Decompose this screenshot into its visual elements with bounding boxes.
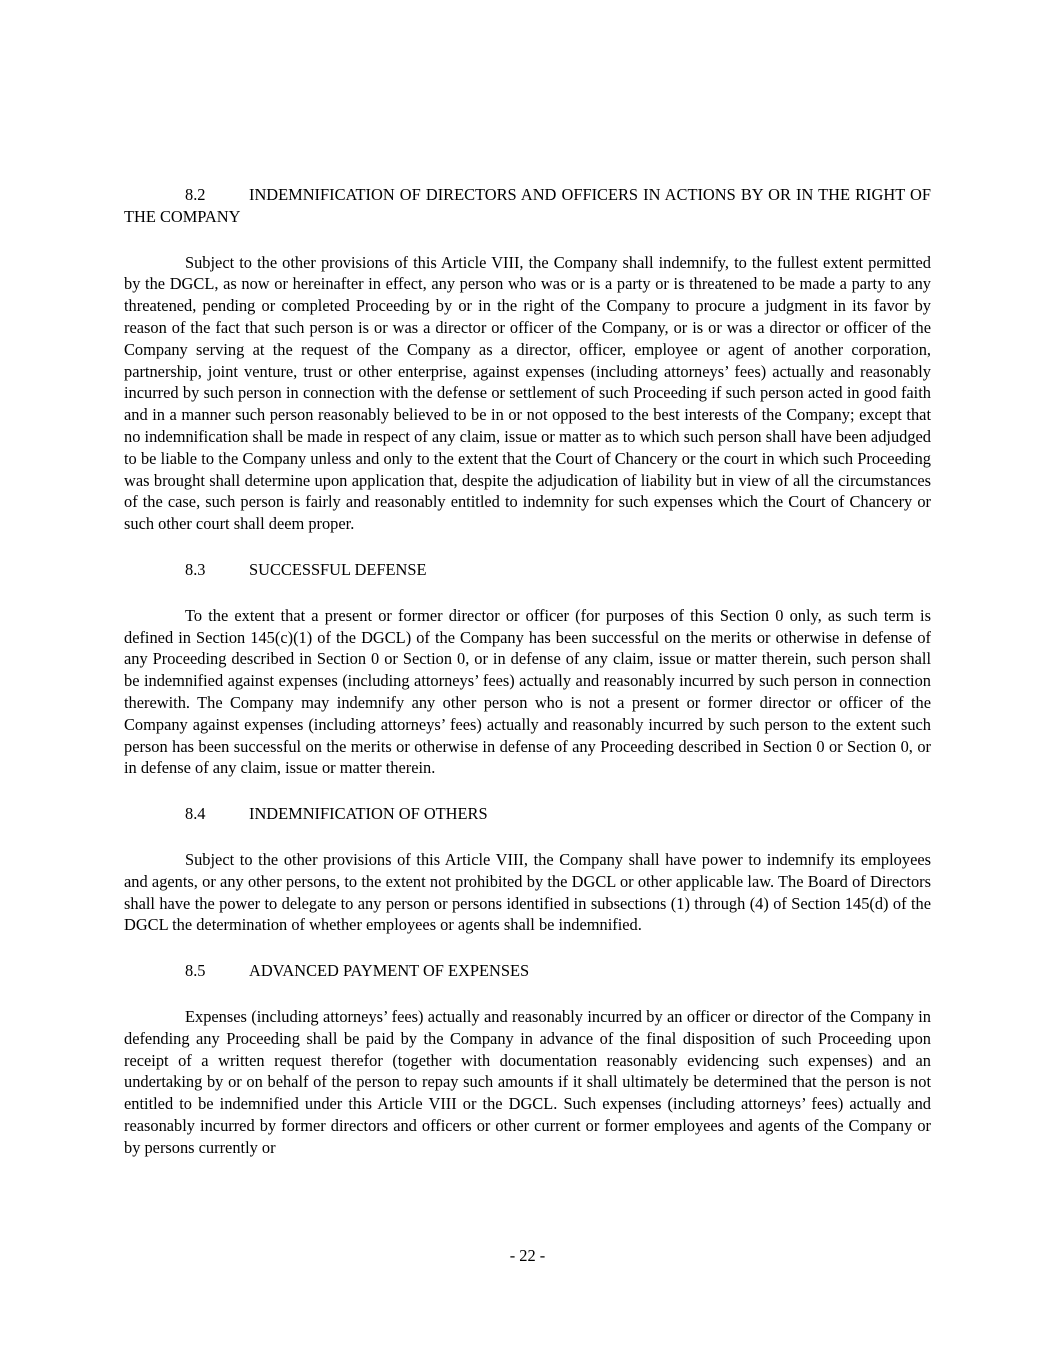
section-title: ADVANCED PAYMENT OF EXPENSES [249, 961, 530, 981]
section-number: 8.2 [185, 185, 206, 204]
section-title: SUCCESSFUL DEFENSE [249, 559, 427, 579]
document-body [124, 184, 931, 1182]
section-number: 8.3 [185, 559, 206, 579]
section-title: INDEMNIFICATION OF DIRECTORS AND OFFICERS IN ACTIONS BY OR IN THE RIGHT OF THE COMPANY [124, 185, 931, 226]
section-title: INDEMNIFICATION OF OTHERS [249, 804, 488, 824]
page-number: - 22 - [509, 1246, 546, 1265]
section-number: 8.5 [185, 961, 206, 981]
section-heading-8-5 [124, 960, 931, 982]
section-heading-8-3 [124, 559, 931, 581]
section-paragraph: Subject to the other provisions of this Article VIII, the Company shall indemnify, to the fullest extent permitted by the DGCL, as now or hereinafter in effect, any person who was or is a party or is threatened to be made a party to any threatened, pending or completed Proceeding by or in the right of the Company to procure a judgment in its favor by reason of the fact that such person is or was a director or officer of the Company, or is or was a director or officer of the Company serving at the request of the Company as a director, officer, employee or agent of another corporation, partnership, joint venture, trust or other enterprise, against expenses (including attorneys’ fees) actually and reasonably incurred by such person in connection with the defense or settlement of such Proceeding if such person acted in good faith and in a manner such person reasonably believed to be in or not opposed to the best interests of the Company; except that no indemnification shall be made in respect of any claim, issue or matter as to which such person shall have been adjudged to be liable to the Company unless and only to the extent that the Court of Chancery or the court in which such Proceeding was brought shall determine upon application that, despite the adjudication of liability but in view of all the circumstances of the case, such person is fairly and reasonably entitled to indemnity for such expenses which the Court of Chancery or such other court shall deem proper. [124, 252, 931, 534]
section-heading-8-4 [124, 803, 931, 825]
section-paragraph: Subject to the other provisions of this Article VIII, the Company shall have power to indemnify its employees and agents, or any other persons, to the extent not prohibited by the DGCL or other applicable law. The Board of Directors shall have the power to delegate to any person or persons identified in subsections (1) through (4) of Section 145(d) of the DGCL the determination of whether employees or agents shall be indemnified. [124, 849, 931, 935]
section-heading-8-2 [124, 184, 931, 228]
section-paragraph: To the extent that a present or former director or officer (for purposes of this Section 0 only, as such term is defined in Section 145(c)(1) of the DGCL) of the Company has been successful on the merits or otherwise in defense of any Proceeding described in Section 0 or Section 0, or in defense of any claim, issue or matter therein, such person shall be indemnified against expenses (including attorneys’ fees) actually and reasonably incurred by such person in connection therewith. The Company may indemnify any other person who is not a present or former director or officer of the Company against expenses (including attorneys’ fees) actually and reasonably incurred by such person to the extent such person has been successful on the merits or otherwise in defense of any Proceeding described in Section 0 or Section 0, or in defense of any claim, issue or matter therein. [124, 605, 931, 778]
section-number: 8.4 [185, 804, 206, 824]
section-paragraph: Expenses (including attorneys’ fees) actually and reasonably incurred by an officer or director of the Company in defending any Proceeding shall be paid by the Company in advance of the final disposition of such Proceeding upon receipt of a written request therefor (together with documentation reasonably evidencing such expenses) and an undertaking by or on behalf of the person to repay such amounts if it shall ultimately be determined that the person is not entitled to be indemnified under this Article VIII or the DGCL. Such expenses (including attorneys’ fees) actually and reasonably incurred by former directors and officers or other current or former employees and agents of the Company or by persons currently or [124, 1006, 931, 1157]
